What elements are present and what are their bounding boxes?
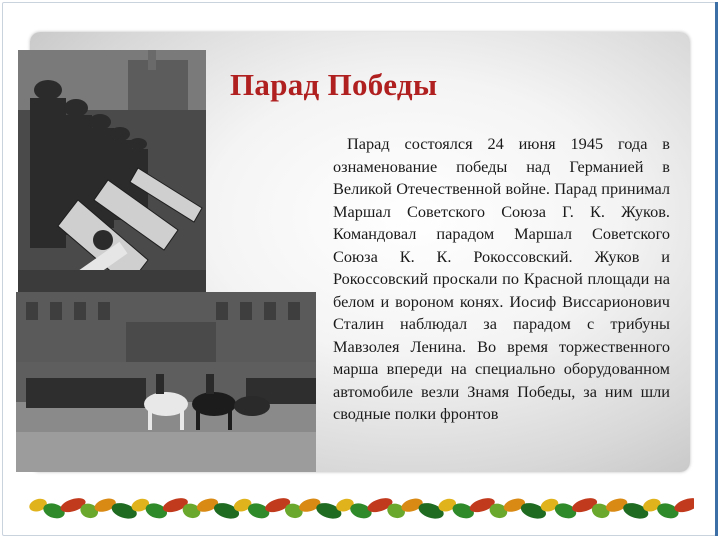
oak-leaf-border xyxy=(26,492,694,524)
soldiers-standards-photo xyxy=(18,50,206,318)
frame-accent-line xyxy=(715,2,718,536)
slide-title: Парад Победы xyxy=(230,67,438,102)
parade-description: Парад состоялся 24 июня 1945 года в ознаменование победы над Германией в Великой Отечественной войне. Парад принимал Маршал Советского Союза Г. К. Жуков. Командовал парадом Маршал Советского Союза К. К. Рокоссовский. Жуков и Рокоссовский проскали по Красной площади на белом и вороном конях. Иосиф Виссарионович Сталин наблюдал за парадом с трибуны Мавзолея Ленина. Во время торжественного марша впереди на специально оборудованном автомобиле везли Знамя Победы, за ним шли сводные полки фронтов xyxy=(333,134,670,423)
marshals-horseback-photo xyxy=(16,292,316,472)
